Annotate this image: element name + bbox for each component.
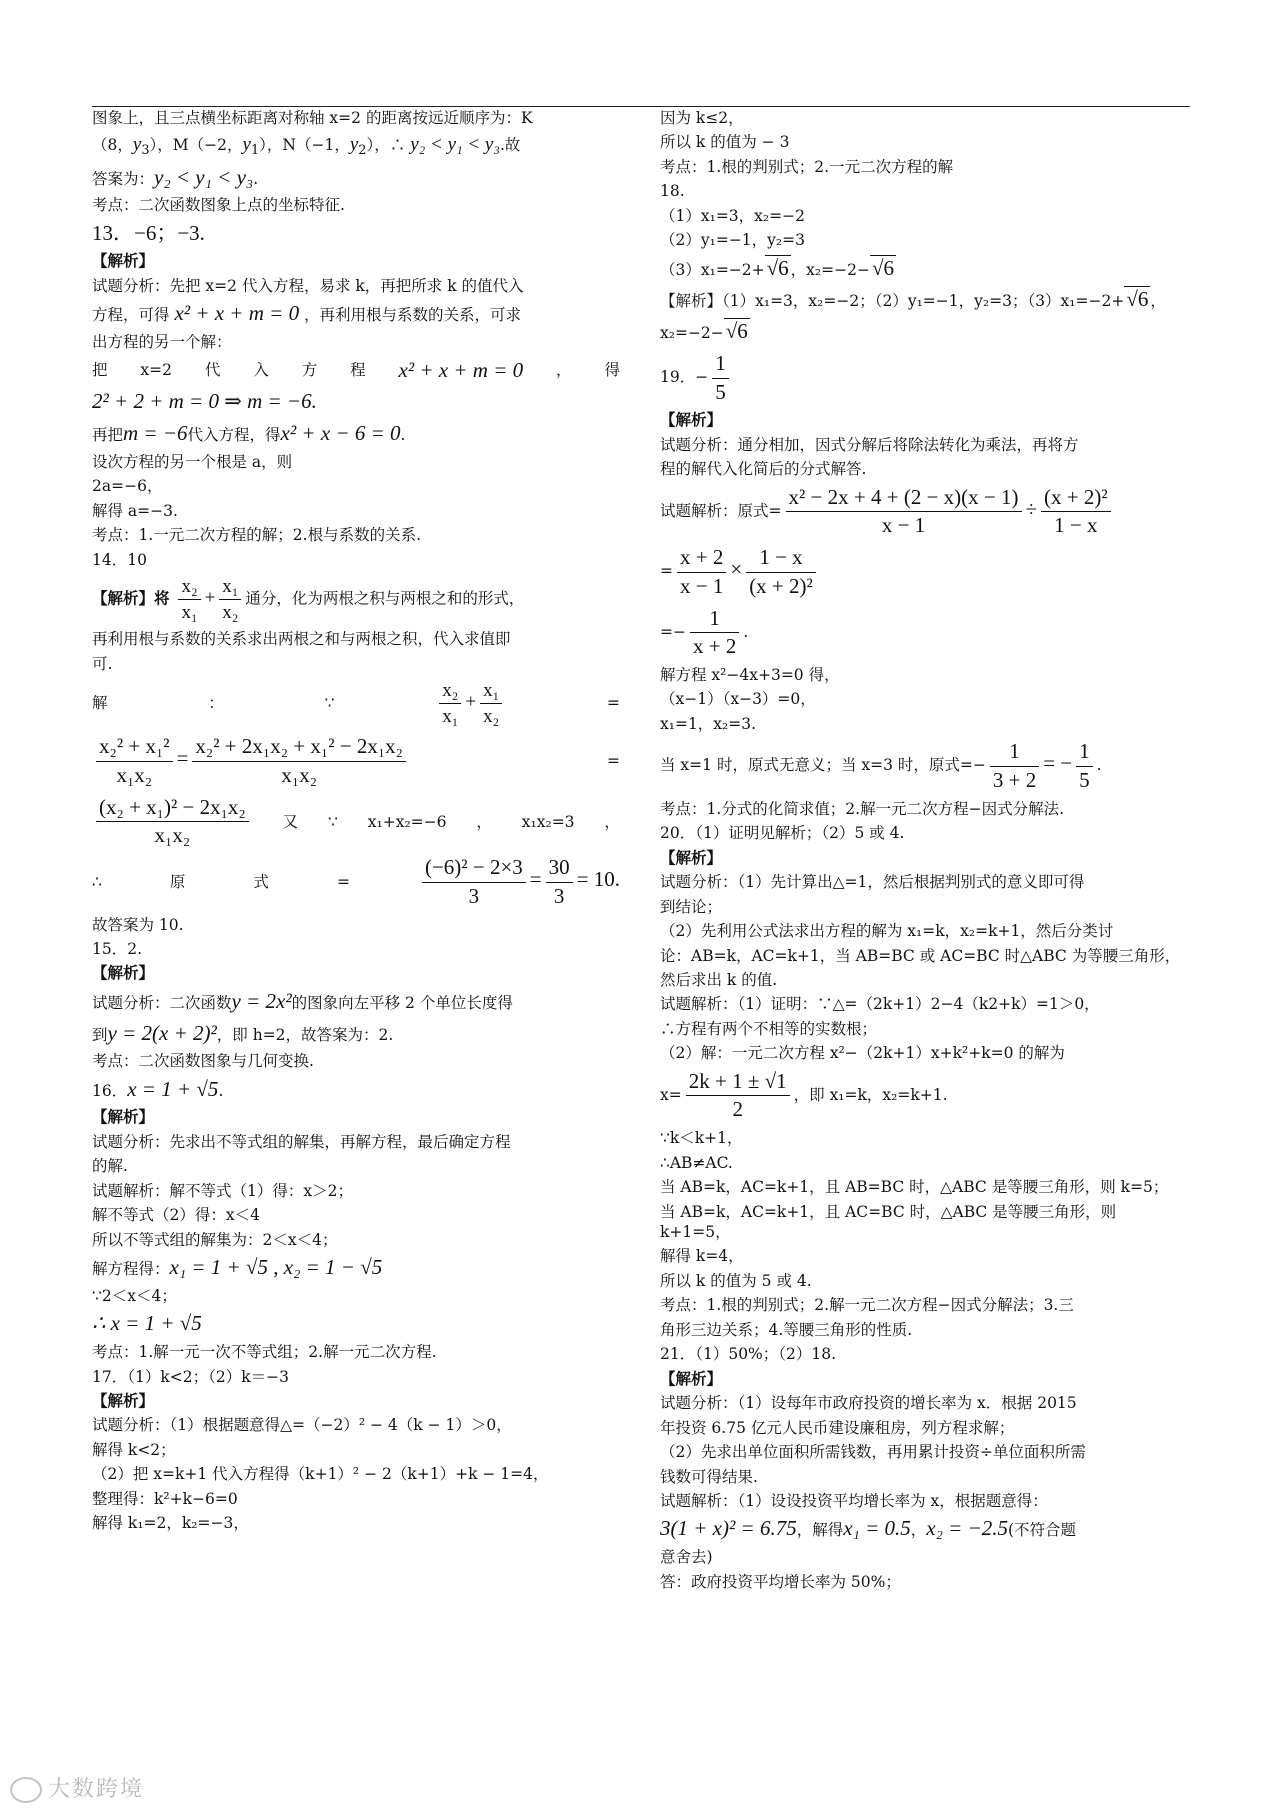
text-line: （3）x₁=−2+√6 ，x₂=−2−√6 bbox=[660, 255, 894, 280]
text-line: 钱数可得结果. bbox=[660, 1467, 758, 1486]
section-label: 【解析】 bbox=[92, 251, 155, 271]
fraction: $\frac{30}{3}$ bbox=[546, 854, 573, 910]
fraction: $\frac{1}{x + 2}$ bbox=[690, 605, 739, 661]
text-line: 解得 k₁=2，k₂=−3， bbox=[92, 1514, 249, 1533]
fraction: $\frac{\text{x₂}}{\text{x₁}}$ bbox=[178, 574, 200, 625]
text-line: （x−1）（x−3）=0， bbox=[660, 690, 816, 709]
text-line: 答案为：y₂ < y₁ < y₃. bbox=[92, 164, 259, 189]
text-line: 所以不等式组的解集为：2＜x＜4； bbox=[92, 1230, 338, 1249]
fraction: $\frac{\text{(−6)² − 2×3}}{3}$ bbox=[422, 854, 526, 910]
text-line: 考点：二次函数图象上点的坐标特征. bbox=[92, 196, 345, 215]
section-label: 【解析】 bbox=[92, 963, 155, 983]
fraction: $\frac{\text{x₁}}{\text{x₂}}$ bbox=[219, 574, 241, 625]
text-line: 再把m = −6代入方程，得x² + x − 6 = 0. bbox=[92, 421, 406, 445]
text-line: 出方程的另一个解： bbox=[92, 333, 232, 352]
text-line: 考点：1.根的判别式；2.一元二次方程的解 bbox=[660, 157, 954, 176]
text-line: ∴AB≠AC. bbox=[660, 1153, 733, 1172]
text-line: 解方程得：x₁ = 1 + √5 , x₂ = 1 − √5 bbox=[92, 1255, 383, 1280]
text-line: x₂=−2−√6 bbox=[660, 319, 748, 344]
text-line: 可. bbox=[92, 654, 113, 673]
fraction: $\frac{1 - x}{\text{(x + 2)²}}$ bbox=[746, 544, 816, 600]
text-line: 再利用根与系数的关系求出两根之和与两根之积，代入求值即 bbox=[92, 630, 511, 649]
text-line: 答：政府投资平均增长率为 50%； bbox=[660, 1572, 901, 1591]
text-line: 考点：1.解一元一次不等式组；2.解一元二次方程. bbox=[92, 1343, 437, 1362]
fraction: $\frac{\text{x₂² + 2x₁x₂ + x₁² − 2x₁x₂}}{\text{x₁x₂}}$ bbox=[192, 733, 406, 789]
text-line: （2）先求出单位面积所需钱数，再用累计投资÷单位面积所需 bbox=[660, 1443, 1086, 1462]
text-line: （2）把 x=k+1 代入方程得（k+1）² − 2（k+1）+k − 1=4， bbox=[92, 1465, 549, 1484]
text-line: 方程，可得 x² + x + m = 0 ，再利用根与系数的关系，可求 bbox=[92, 301, 522, 326]
question-number: 21．（1）50%；（2）18. bbox=[660, 1345, 837, 1364]
fraction: $\frac{\text{x₂² + x₁²}}{\text{x₁x₂}}$ bbox=[96, 733, 173, 789]
text-line: 当 x=1 时，原式无意义；当 x=3 时，原式=− $\frac{1}{3 + 2}$ = − $\frac{1}{5}$ . bbox=[660, 738, 1190, 794]
text-line: 然后求出 k 的值. bbox=[660, 970, 778, 989]
fraction: $\frac{\text{(x + 2)²}}{1 - x}$ bbox=[1041, 484, 1111, 540]
text-line: （2）解：一元二次方程 x²−（2k+1）x+k²+k=0 的解为 bbox=[660, 1044, 1065, 1063]
text-line: 到结论； bbox=[660, 897, 723, 916]
text-line: （2）y₁=−1，y₂=3 bbox=[660, 231, 805, 250]
text-line: 2a=−6， bbox=[92, 477, 163, 496]
text-line: 考点：1.一元二次方程的解；2.根与系数的关系. bbox=[92, 526, 422, 545]
question-number: 14．10 bbox=[92, 550, 147, 569]
text-line: ∵2＜x＜4； bbox=[92, 1286, 177, 1305]
inequality: y₂ < y₁ < y₃ bbox=[410, 134, 500, 156]
header-rule bbox=[92, 106, 1190, 107]
text-line: 考点：1.根的判别式；2.解一元二次方程−因式分解法；3.三 bbox=[660, 1296, 1074, 1315]
text-line: 所以 k 的值为 5 或 4. bbox=[660, 1271, 812, 1290]
section-label: 【解析】 bbox=[660, 1368, 723, 1388]
text-line: 到y = 2(x + 2)²，即 h=2，故答案为：2. bbox=[92, 1020, 394, 1045]
right-column bbox=[660, 108, 1190, 1596]
left-column bbox=[92, 108, 620, 1538]
text-line: =− $\frac{1}{x + 2}$ . bbox=[660, 605, 1190, 661]
logo-icon bbox=[10, 1777, 42, 1803]
question-number: 13．−6；−3. bbox=[92, 220, 205, 245]
text-line: 试题分析：（1）根据题意得△=（−2）² − 4（k − 1）＞0， bbox=[92, 1416, 512, 1435]
text-line: = $\frac{x + 2}{x - 1}$ × $\frac{1 - x}{\text{(x + 2)²}}$ bbox=[660, 544, 1190, 600]
text-line: x₁=1，x₂=3. bbox=[660, 714, 757, 733]
text-line: $\frac{\text{(x₂ + x₁)² − 2x₁x₂}}{\text{x₁x₂}}$ 又 ∵ x₁+x₂=−6 ， x₁x₂=3 ， bbox=[92, 794, 620, 850]
text-line: 解不等式（2）得：x＜4 bbox=[92, 1206, 260, 1225]
equation: 2² + 2 + m = 0 ⇒ m = −6. bbox=[92, 389, 317, 414]
text-line: 因为 k≤2， bbox=[660, 109, 744, 127]
text-line: 解得 k=4， bbox=[660, 1247, 744, 1266]
text-line: 的解. bbox=[92, 1157, 128, 1176]
text-line: $\frac{\text{x₂² + x₁²}}{\text{x₁x₂}}$ = $\frac{\text{x₂² + 2x₁x₂ + x₁² − 2x₁x₂}}{\text{x₁x₂}}$ = bbox=[92, 733, 620, 789]
text-line: x= $\frac{2k + 1 \pm √1}{2}$ ，即 x₁=k，x₂=k+1. bbox=[660, 1068, 1190, 1124]
question-number: 17．（1）k<2；（2）k＝−3 bbox=[92, 1367, 289, 1386]
text-line: 设次方程的另一个根是 a，则 bbox=[92, 452, 293, 471]
text-line: 解方程 x²−4x+3=0 得， bbox=[660, 665, 840, 684]
text-line: ∴方程有两个不相等的实数根； bbox=[660, 1019, 878, 1038]
question-number: 15．2. bbox=[92, 939, 143, 958]
text-line: 【解析】将 $\frac{\text{x₂}}{\text{x₁}}$ + $\frac{\text{x₁}}{\text{x₂}}$ 通分，化为两根之积与两根之和的形式， bbox=[92, 574, 620, 625]
text-line: 【解析】（1）x₁=3，x₂=−2；（2）y₁=−1，y₂=3；（3）x₁=−2+√6 ， bbox=[660, 287, 1166, 312]
text-line: ∴ 原 式 = $\frac{\text{(−6)² − 2×3}}{3}$ = $\frac{30}{3}$ = 10. bbox=[92, 854, 620, 910]
text-line: 故答案为 10. bbox=[92, 915, 184, 934]
text-line: 解 ： ∵ $\frac{\text{x₂}}{\text{x₁}}$ + $\frac{\text{x₁}}{\text{x₂}}$ = bbox=[92, 678, 620, 729]
text-line: ∵k＜k+1， bbox=[660, 1129, 743, 1148]
section-label: 【解析】 bbox=[660, 847, 723, 867]
text-line: 试题分析：通分相加，因式分解后将除法转化为乘法，再将方 bbox=[660, 435, 1079, 454]
text-line: 论：AB=k，AC=k+1，当 AB=BC 或 AC=BC 时△ABC 为等腰三角形， bbox=[660, 946, 1181, 965]
fraction: $\frac{1}{3 + 2}$ bbox=[990, 738, 1039, 794]
text-line: 试题解析：（1）设设投资平均增长率为 x，根据题意得： bbox=[660, 1492, 1048, 1510]
text-line: 试题分析：（1）设每年市政府投资的增长率为 x．根据 2015 bbox=[660, 1394, 1077, 1413]
watermark: 大数跨境 bbox=[10, 1772, 144, 1803]
text-line: 整理得：k²+k−6=0 bbox=[92, 1489, 238, 1508]
text-line: 意舍去) bbox=[660, 1548, 713, 1567]
question-number: 20．（1）证明见解析；（2）5 或 4. bbox=[660, 824, 905, 843]
fraction: $\frac{2k + 1 \pm √1}{2}$ bbox=[686, 1068, 790, 1124]
text-line: 试题分析：（1）先计算出△=1，然后根据判别式的意义即可得 bbox=[660, 873, 1085, 892]
question-number: 19．− $\frac{1}{5}$ bbox=[660, 350, 1190, 406]
fraction: $\frac{\text{x₂}}{\text{x₁}}$ bbox=[439, 678, 461, 729]
text-line: 角形三边关系；4.等腰三角形的性质. bbox=[660, 1320, 913, 1339]
section-label: 【解析】 bbox=[660, 410, 723, 430]
fraction: $\frac{\text{x₁}}{\text{x₂}}$ bbox=[480, 678, 502, 729]
equation: ∴ x = 1 + √5 bbox=[92, 1311, 202, 1336]
question-number: 16．x = 1 + √5. bbox=[92, 1076, 224, 1101]
text-line: 图象上，且三点横坐标距离对称轴 x=2 的距离按远近顺序为：K bbox=[92, 109, 533, 127]
text-line: 试题分析：先求出不等式组的解集，再解方程，最后确定方程 bbox=[92, 1132, 511, 1151]
text-line: 试题解析：（1）证明：∵△=（2k+1）2−4（k2+k）=1＞0， bbox=[660, 995, 1100, 1014]
text-line: 解得 a=−3. bbox=[92, 501, 178, 520]
text-line: （8，$y_3$），M（−2，$y_1$），N（−1，$y_2$），∴ y₂ < y₁ < y₃.故 bbox=[92, 134, 521, 159]
text-line: 程的解代入化简后的分式解答. bbox=[660, 460, 867, 479]
fraction: $\frac{1}{5}$ bbox=[1076, 738, 1093, 794]
fraction: $\frac{1}{5}$ bbox=[712, 350, 729, 406]
text-line: 年投资 6.75 亿元人民币建设廉租房，列方程求解； bbox=[660, 1418, 1015, 1437]
text-line: （2）先利用公式法求出方程的解为 x₁=k，x₂=k+1，然后分类讨 bbox=[660, 922, 1114, 941]
text-line: 考点：二次函数图象与几何变换. bbox=[92, 1052, 314, 1071]
text-line: 当 AB=k，AC=k+1，且 AB=BC 时，△ABC 是等腰三角形，则 k=5； bbox=[660, 1178, 1169, 1197]
text-line: 当 AB=k，AC=k+1，且 AC=BC 时，△ABC 是等腰三角形，则 k+1=5， bbox=[660, 1202, 1117, 1242]
fraction: $\frac{\text{x² − 2x + 4 + (2 − x)(x − 1)}}{x - 1}$ bbox=[786, 484, 1022, 540]
fraction: $\frac{x + 2}{x - 1}$ bbox=[677, 544, 726, 600]
question-number: 18. bbox=[660, 182, 685, 201]
text-line: 所以 k 的值为 − 3 bbox=[660, 133, 790, 152]
text-line: 把 x=2 代 入 方 程 x² + x + m = 0 ， 得 bbox=[92, 357, 620, 382]
fraction: $\frac{\text{(x₂ + x₁)² − 2x₁x₂}}{\text{x₁x₂}}$ bbox=[96, 794, 249, 850]
text-line: 试题解析：解不等式（1）得：x＞2； bbox=[92, 1181, 353, 1200]
text-line: （1）x₁=3，x₂=−2 bbox=[660, 206, 805, 225]
section-label: 【解析】 bbox=[92, 1107, 155, 1127]
text-line: 试题解析：原式= $\frac{\text{x² − 2x + 4 + (2 − x)(x − 1)}}{x - 1}$ ÷ $\frac{\text{(x + 2)²}}{1 - x}$ bbox=[660, 484, 1190, 540]
text-line: 解得 k<2； bbox=[92, 1440, 176, 1459]
text-line: 试题分析：先把 x=2 代入方程，易求 k，再把所求 k 的值代入 bbox=[92, 276, 524, 295]
text-line: 3(1 + x)² = 6.75，解得x₁ = 0.5，x₂ = −2.5(不符合题 bbox=[660, 1516, 1077, 1541]
text-line: 考点：1.分式的化简求值；2.解一元二次方程−因式分解法. bbox=[660, 799, 1064, 818]
text-line: 试题分析：二次函数y = 2x²的图象向左平移 2 个单位长度得 bbox=[92, 988, 513, 1013]
section-label: 【解析】 bbox=[92, 1391, 155, 1410]
